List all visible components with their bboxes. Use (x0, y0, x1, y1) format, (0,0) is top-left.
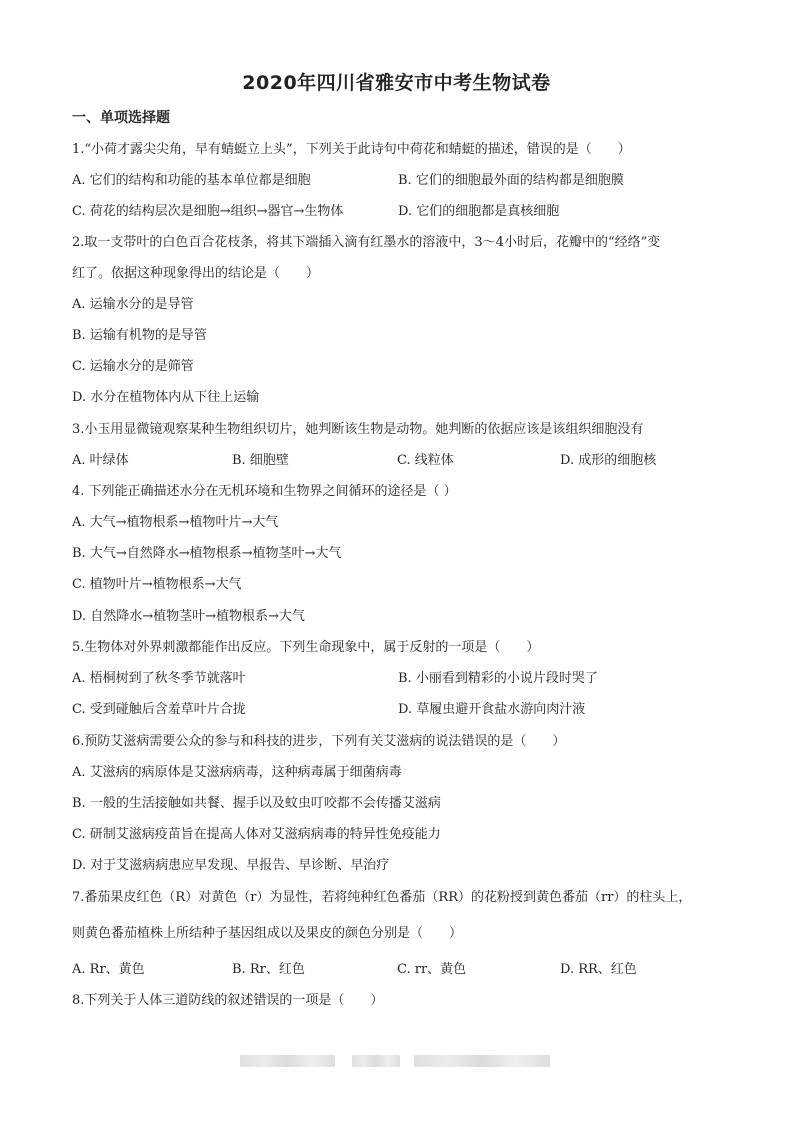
question-7-option-b: B. Rr、红色 (232, 962, 305, 977)
question-2-option-c: C. 运输水分的是筛管 (72, 359, 194, 374)
page-title: 2020年四川省雅安市中考生物试卷 (242, 72, 551, 94)
question-7-option-a: A. Rr、黄色 (72, 962, 145, 977)
question-3-option-a: A. 叶绿体 (72, 453, 129, 468)
question-4-option-a: A. 大气→植物根系→植物叶片→大气 (72, 515, 279, 530)
question-6-option-c: C. 研制艾滋病疫苗旨在提高人体对艾滋病病毒的特异性免疫能力 (72, 827, 441, 842)
section-heading: 一、单项选择题 (72, 110, 170, 126)
question-2-option-d: D. 水分在植物体内从下往上运输 (72, 390, 260, 405)
question-4-option-d: D. 自然降水→植物茎叶→植物根系→大气 (72, 609, 305, 624)
question-1-stem: 1.“小荷才露尖尖角，早有蜻蜓立上头”，下列关于此诗句中荷花和蜻蜓的描述，错误的是（ ） (72, 142, 631, 157)
question-3-option-b: B. 细胞壁 (232, 453, 289, 468)
question-7-option-d: D. RR、红色 (560, 962, 637, 977)
question-6-option-a: A. 艾滋病的病原体是艾滋病病毒，这种病毒属于细菌病毒 (72, 765, 402, 780)
blurred-footer (240, 1055, 550, 1069)
question-5-stem: 5.生物体对外界刺激都能作出反应。下列生命现象中，属于反射的一项是（ ） (72, 640, 540, 655)
question-2-stem-line-1: 2.取一支带叶的白色百合花枝条，将其下端插入滴有红墨水的溶液中，3～4小时后，花瓣中的“经络”变 (72, 235, 661, 250)
question-1-option-c: C. 荷花的结构层次是细胞→组织→器官→生物体 (72, 204, 344, 219)
question-1-option-d: D. 它们的细胞都是真核细胞 (398, 204, 560, 219)
question-3-option-d: D. 成形的细胞核 (560, 453, 657, 468)
question-2-stem-line-2: 红了。依据这种现象得出的结论是（ ） (72, 266, 320, 281)
question-5-option-a: A. 梧桐树到了秋冬季节就落叶 (72, 671, 246, 686)
question-1-option-a: A. 它们的结构和功能的基本单位都是细胞 (72, 173, 311, 188)
question-5-option-c: C. 受到碰触后含羞草叶片合拢 (72, 702, 246, 717)
question-6-option-d: D. 对于艾滋病病患应早发现、早报告、早诊断、早治疗 (72, 858, 390, 873)
question-7-stem-line-2: 则黄色番茄植株上所结种子基因组成以及果皮的颜色分别是（ ） (72, 926, 463, 941)
question-4-option-b: B. 大气→自然降水→植物根系→植物茎叶→大气 (72, 546, 342, 561)
question-1-option-b: B. 它们的细胞最外面的结构都是细胞膜 (398, 173, 624, 188)
question-3-stem: 3.小玉用显微镜观察某种生物组织切片，她判断该生物是动物。她判断的依据应该是该组织细胞没有 (72, 422, 644, 437)
question-2-option-b: B. 运输有机物的是导管 (72, 328, 207, 343)
question-6-stem: 6.预防艾滋病需要公众的参与和科技的进步，下列有关艾滋病的说法错误的是（ ） (72, 734, 566, 749)
question-5-option-b: B. 小丽看到精彩的小说片段时哭了 (398, 671, 598, 686)
question-5-option-d: D. 草履虫避开食盐水游向肉汁液 (398, 702, 586, 717)
question-4-option-c: C. 植物叶片→植物根系→大气 (72, 577, 242, 592)
question-6-option-b: B. 一般的生活接触如共餐、握手以及蚊虫叮咬都不会传播艾滋病 (72, 796, 441, 811)
question-8-stem: 8.下列关于人体三道防线的叙述错误的一项是（ ） (72, 993, 384, 1008)
question-7-stem-line-1: 7.番茄果皮红色（R）对黄色（r）为显性，若将纯种红色番茄（RR）的花粉授到黄色番茄（rr）的柱头上， (72, 890, 692, 905)
question-7-option-c: C. rr、黄色 (397, 962, 467, 977)
question-2-option-a: A. 运输水分的是导管 (72, 297, 194, 312)
question-3-option-c: C. 线粒体 (397, 453, 454, 468)
question-4-stem: 4. 下列能正确描述水分在无机环境和生物界之间循环的途径是（ ） (72, 484, 457, 499)
